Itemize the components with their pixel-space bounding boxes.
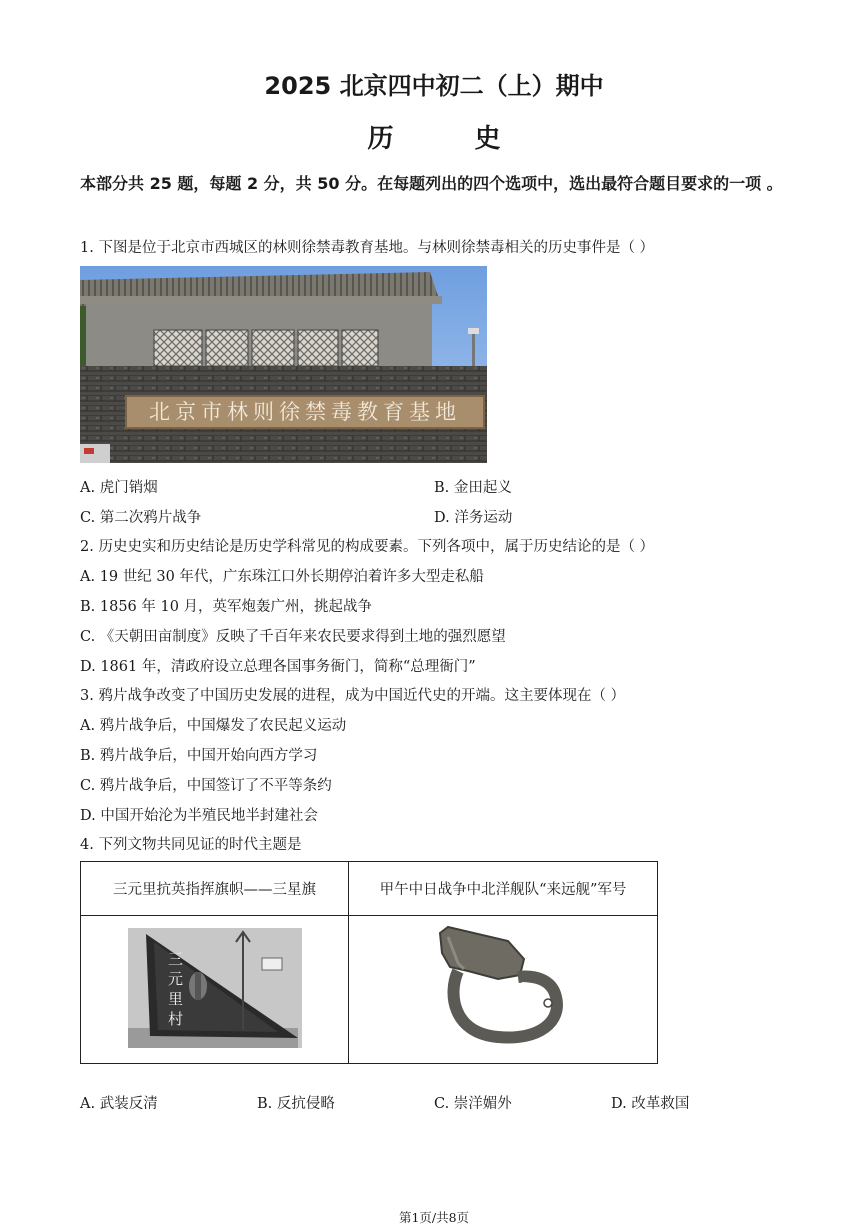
q2-option-d: D. 1861 年，清政府设立总理各国事务衙门，简称“总理衙门” [80,659,476,675]
q2-option-a: A. 19 世纪 30 年代，广东珠江口外长期停泊着许多大型走私船 [80,569,484,585]
flag-char-4: 村 [167,1009,183,1028]
q4-bugle-cell [349,916,658,1064]
section-instruction: 本部分共 25 题，每题 2 分，共 50 分。在每题列出的四个选项中，选出最符合题目要求的一项 。 [80,174,783,193]
q1-sign-text: 北京市林则徐禁毒教育基地 [149,400,461,424]
q4-stem: 4. 下列文物共同见证的时代主题是 [80,837,302,853]
exam-title: 2025 北京四中初二（上）期中 [264,72,604,100]
q2-option-b: B. 1856 年 10 月，英军炮轰广州，挑起战争 [80,599,373,615]
q3-option-d: D. 中国开始沦为半殖民地半封建社会 [80,808,318,824]
q2-option-c: C. 《天朝田亩制度》反映了千百年来农民要求得到土地的强烈愿望 [80,629,506,645]
sanxing-flag-image [128,928,302,1048]
q1-option-c: C. 第二次鸦片战争 [80,510,202,526]
q3-option-b: B. 鸦片战争后，中国开始向西方学习 [80,748,318,764]
q1-photo [80,266,487,463]
q4-option-b: B. 反抗侵略 [257,1096,335,1112]
q1-stem: 1. 下图是位于北京市西城区的林则徐禁毒教育基地。与林则徐禁毒相关的历史事件是（ ） [80,240,655,256]
flag-char-1: 三 [167,949,183,968]
q4-header-flag: 三元里抗英指挥旗帜——三星旗 [81,862,349,916]
q1-option-a: A. 虎门销烟 [80,480,158,496]
q3-stem: 3. 鸦片战争改变了中国历史发展的进程，成为中国近代史的开端。这主要体现在（ ） [80,688,626,704]
q4-option-c: C. 崇洋媚外 [434,1096,512,1112]
q1-option-b: B. 金田起义 [434,480,512,496]
page-number: 第1页/共8页 [398,1210,470,1225]
q3-option-a: A. 鸦片战争后，中国爆发了农民起义运动 [80,718,347,734]
q4-header-bugle: 甲午中日战争中北洋舰队“来远舰”军号 [349,862,658,916]
q4-option-a: A. 武装反清 [80,1096,158,1112]
q4-option-d: D. 改革救国 [611,1096,690,1112]
bugle-image [428,923,578,1053]
q2-stem: 2. 历史史实和历史结论是历史学科常见的构成要素。下列各项中，属于历史结论的是（ ） [80,539,655,555]
q3-option-c: C. 鸦片战争后，中国签订了不平等条约 [80,778,332,794]
flag-char-3: 里 [167,989,183,1008]
q1-option-d: D. 洋务运动 [434,510,513,526]
q4-relics-table [80,861,658,1064]
q4-flag-cell [81,916,349,1064]
flag-char-2: 元 [167,969,183,988]
subject-title: 历 史 [367,124,537,154]
